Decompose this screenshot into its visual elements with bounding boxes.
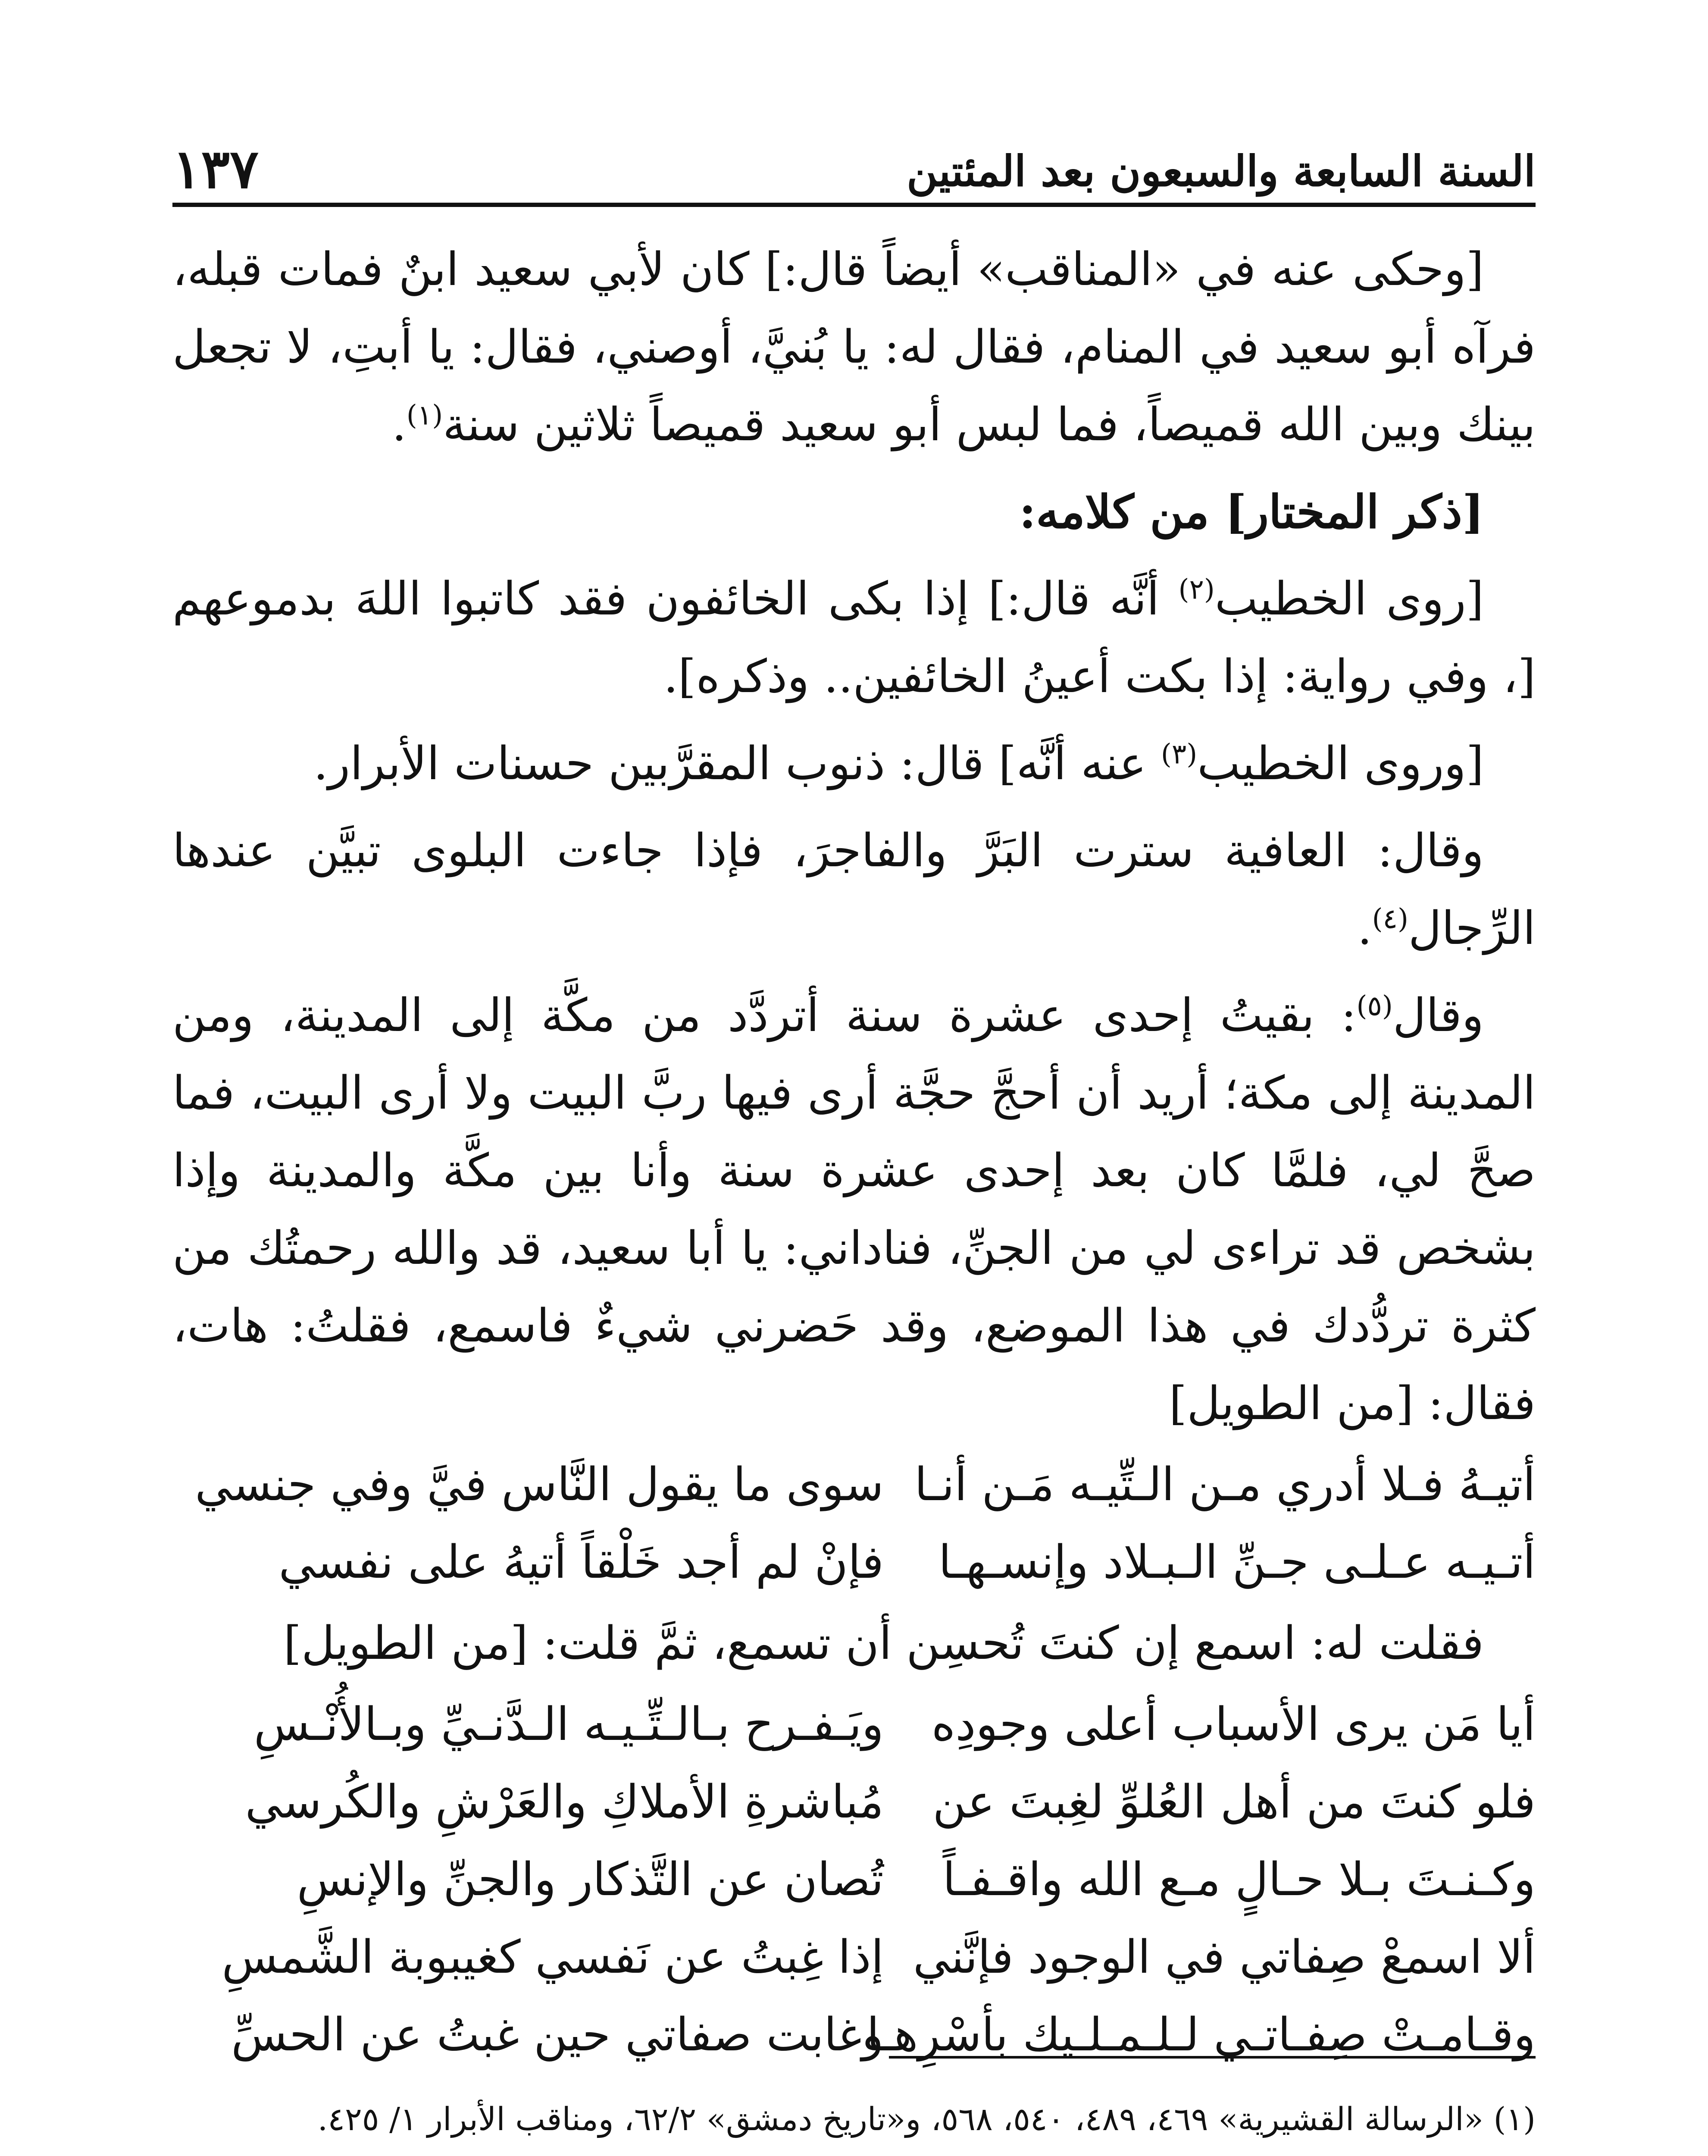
paragraph-text: [وحكى عنه في «المناقب» أيضاً قال:] كان لأبي سعيد ابنٌ فمات قبله، فرآه أبو سعيد في المنام، فقال له: يا بُنيَّ، أوصني، فقال: يا أبتِ، لا تجعل بينك وبين الله قميصاً، فما لبس أبو سعيد قميصاً ثلاثين سنة <box>172 243 1536 451</box>
verse-line <box>172 1686 1536 1763</box>
verse-second-hemistich: مُباشرةِ الأملاكِ والعَرْشِ والكُرسي <box>245 1775 884 1828</box>
footnote-2 <box>172 2150 1536 2156</box>
paragraph-5 <box>172 977 1536 1442</box>
verse-line <box>172 1841 1536 1918</box>
paragraph-2 <box>172 560 1536 715</box>
poem-1 <box>172 1446 1536 1601</box>
verse-first-hemistich: وكـنـتَ بـلا حـالٍ مـع الله واقـفـاً <box>942 1853 1536 1906</box>
verse-first-hemistich: أتيـهُ فـلا أدري مـن الـتِّيـه مَـن أنـا <box>914 1458 1536 1511</box>
paragraph-text: . <box>392 398 407 451</box>
running-title: السنة السابعة والسبعون بعد المئتين <box>907 147 1536 196</box>
paragraph-4 <box>172 812 1536 967</box>
verse-second-hemistich: وغابت صفاتي حين غبتُ عن الحسِّ <box>231 2008 884 2061</box>
page-number: ١٣٧ <box>172 138 259 201</box>
footnote-marker: (٢) <box>1178 573 1215 606</box>
section-heading: [ذكر المختار] من كلامه: <box>1019 485 1484 539</box>
verse-line <box>172 1523 1536 1601</box>
verse-second-hemistich: سوى ما يقول النَّاس فيَّ وفي جنسي <box>195 1458 884 1511</box>
footnotes <box>172 2089 1536 2156</box>
paragraph-6: فقلت له: اسمع إن كنتَ تُحسِن أن تسمع، ثمَّ قلت: [من الطويل] <box>283 1617 1484 1670</box>
verse-first-hemistich: فلو كنتَ من أهل العُلوِّ لغِبتَ عن <box>932 1775 1536 1828</box>
verse-first-hemistich: ألا اسمعْ صِفاتي في الوجود فإنَّني <box>913 1930 1536 1984</box>
main-text <box>172 231 1536 2077</box>
paragraph-text: وقال: العافية سترت البَرَّ والفاجرَ، فإذا جاءت البلوى تبيَّن عندها الرِّجال <box>172 824 1536 955</box>
paragraph-text: أنَّه قال:] إذا بكى الخائفون فقد كاتبوا اللهَ بدموعهم [، وفي رواية: إذا بكت أعينُ الخائفين.. وذكره]. <box>172 572 1536 703</box>
paragraph-text: : بقيتُ إحدى عشرة سنة أتردَّد من مكَّة إلى المدينة، ومن المدينة إلى مكة؛ أريد أن أحجَّ حجَّة أرى فيها ربَّ البيت ولا أرى البيت، فما صحَّ لي، فلمَّا كان بعد إحدى عشرة سنة وأنا بين مكَّة والمدينة وإذا بشخص قد تراءى لي من الجنِّ، فناداني: يا أبا سعيد، قد والله رحمتُك من كثرة تردُّدك في هذا الموضع، وقد حَضرني شيءٌ فاسمع، فقلتُ: هات، فقال: [من الطويل] <box>172 989 1536 1430</box>
footnote-1: (١) «الرسالة القشيرية» ٤٦٩، ٤٨٩، ٥٤٠، ٥٦٨، و«تاريخ دمشق» ٦٢/٢، ومناقب الأبرار ١/ ٤٢٥. <box>317 2101 1536 2138</box>
verse-first-hemistich: أتـيـه عـلـى جـنِّ الـبـلاد وإنسـهـا <box>938 1536 1536 1589</box>
paragraph-text: . <box>1357 902 1372 955</box>
paragraph-text: [وروى الخطيب <box>1197 737 1484 790</box>
verse-line <box>172 1918 1536 1996</box>
paragraph-3 <box>172 725 1536 802</box>
footnote-marker: (٤) <box>1372 903 1408 935</box>
footnote-marker: (١) <box>406 399 443 432</box>
verse-line <box>172 1996 1536 2074</box>
verse-line <box>172 1446 1536 1523</box>
verse-first-hemistich: وقـامـتْ صِفـاتـي لـلـمـلـيك بأسْرِهـا <box>867 2008 1536 2061</box>
paragraph-1 <box>172 231 1536 464</box>
header-rule <box>172 203 1536 207</box>
verse-first-hemistich: أيا مَن يرى الأسباب أعلى وجودِه <box>931 1698 1536 1751</box>
poem-2 <box>172 1686 1536 2074</box>
verse-second-hemistich: ويَـفـرح بـالـتِّـيـه الـدَّنـيِّ وبـالأُنْـسِ <box>253 1698 884 1751</box>
verse-second-hemistich: تُصان عن التَّذكار والجنِّ والإنسِ <box>297 1853 884 1906</box>
verse-line <box>172 1763 1536 1841</box>
verse-second-hemistich: فإنْ لم أجد خَلْقاً أتيهُ على نفسي <box>278 1536 884 1589</box>
footnote-marker: (٣) <box>1161 738 1198 771</box>
paragraph-text: [روى الخطيب <box>1214 572 1484 625</box>
footnote-rule <box>889 2056 1536 2059</box>
paragraph-text: وقال <box>1392 989 1484 1042</box>
verse-second-hemistich: إذا غِبتُ عن نَفسي كغيبوبة الشَّمسِ <box>222 1930 884 1984</box>
footnote-marker: (٥) <box>1356 990 1393 1022</box>
paragraph-text: عنه أنَّه] قال: ذنوب المقرَّبين حسنات الأبرار. <box>313 737 1161 790</box>
